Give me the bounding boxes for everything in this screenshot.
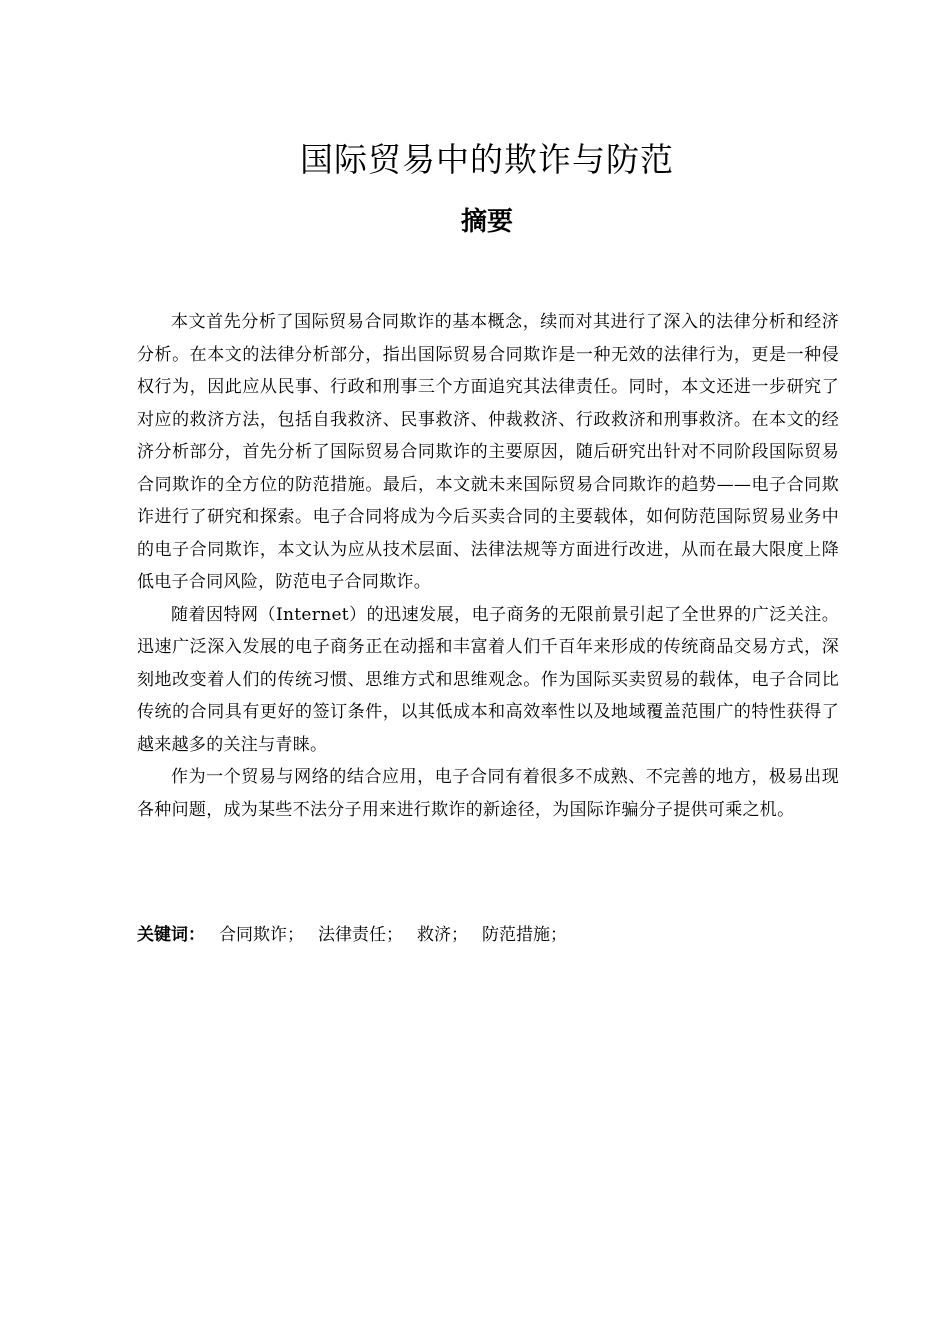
document-title: 国际贸易中的欺诈与防范	[300, 140, 674, 179]
abstract-body	[137, 306, 839, 826]
abstract-heading: 摘要	[460, 207, 513, 237]
keyword-item: 法律责任；	[318, 925, 403, 945]
paragraph-1: 本文首先分析了国际贸易合同欺诈的基本概念，续而对其进行了深入的法律分析和经济分析。在本文的法律分析部分，指出国际贸易合同欺诈是一种无效的法律行为，更是一种侵权行为，因此应从民事、行政和刑事三个方面追究其法律责任。同时，本文还进一步研究了对应的救济方法，包括自我救济、民事救济、仲裁救济、行政救济和刑事救济。在本文的经济分析部分，首先分析了国际贸易合同欺诈的主要原因，随后研究出针对不同阶段国际贸易合同欺诈的全方位的防范措施。最后，本文就未来国际贸易合同欺诈的趋势——电子合同欺诈进行了研究和探索。电子合同将成为今后买卖合同的主要载体，如何防范国际贸易业务中的电子合同欺诈，本文认为应从技术层面、法律法规等方面进行改进，从而在最大限度上降低电子合同风险，防范电子合同欺诈。	[137, 312, 839, 592]
paragraph-3: 作为一个贸易与网络的结合应用，电子合同有着很多不成熟、不完善的地方，极易出现各种问题，成为某些不法分子用来进行欺诈的新途径，为国际诈骗分子提供可乘之机。	[137, 767, 839, 820]
keyword-item: 合同欺诈；	[219, 925, 304, 945]
keywords-line	[137, 919, 839, 951]
paragraph-2: 随着因特网（Internet）的迅速发展，电子商务的无限前景引起了全世界的广泛关注。迅速广泛深入发展的电子商务正在动摇和丰富着人们千百年来形成的传统商品交易方式，深刻地改变着人们的传统习惯、思维方式和思维观念。作为国际买卖贸易的载体，电子合同比传统的合同具有更好的签订条件，以其低成本和高效率性以及地域覆盖范围广的特性获得了越来越多的关注与青睐。	[137, 604, 839, 755]
keyword-item: 救济；	[417, 925, 468, 945]
keywords-label: 关键词：	[137, 925, 205, 945]
keyword-item: 防范措施；	[482, 925, 567, 945]
